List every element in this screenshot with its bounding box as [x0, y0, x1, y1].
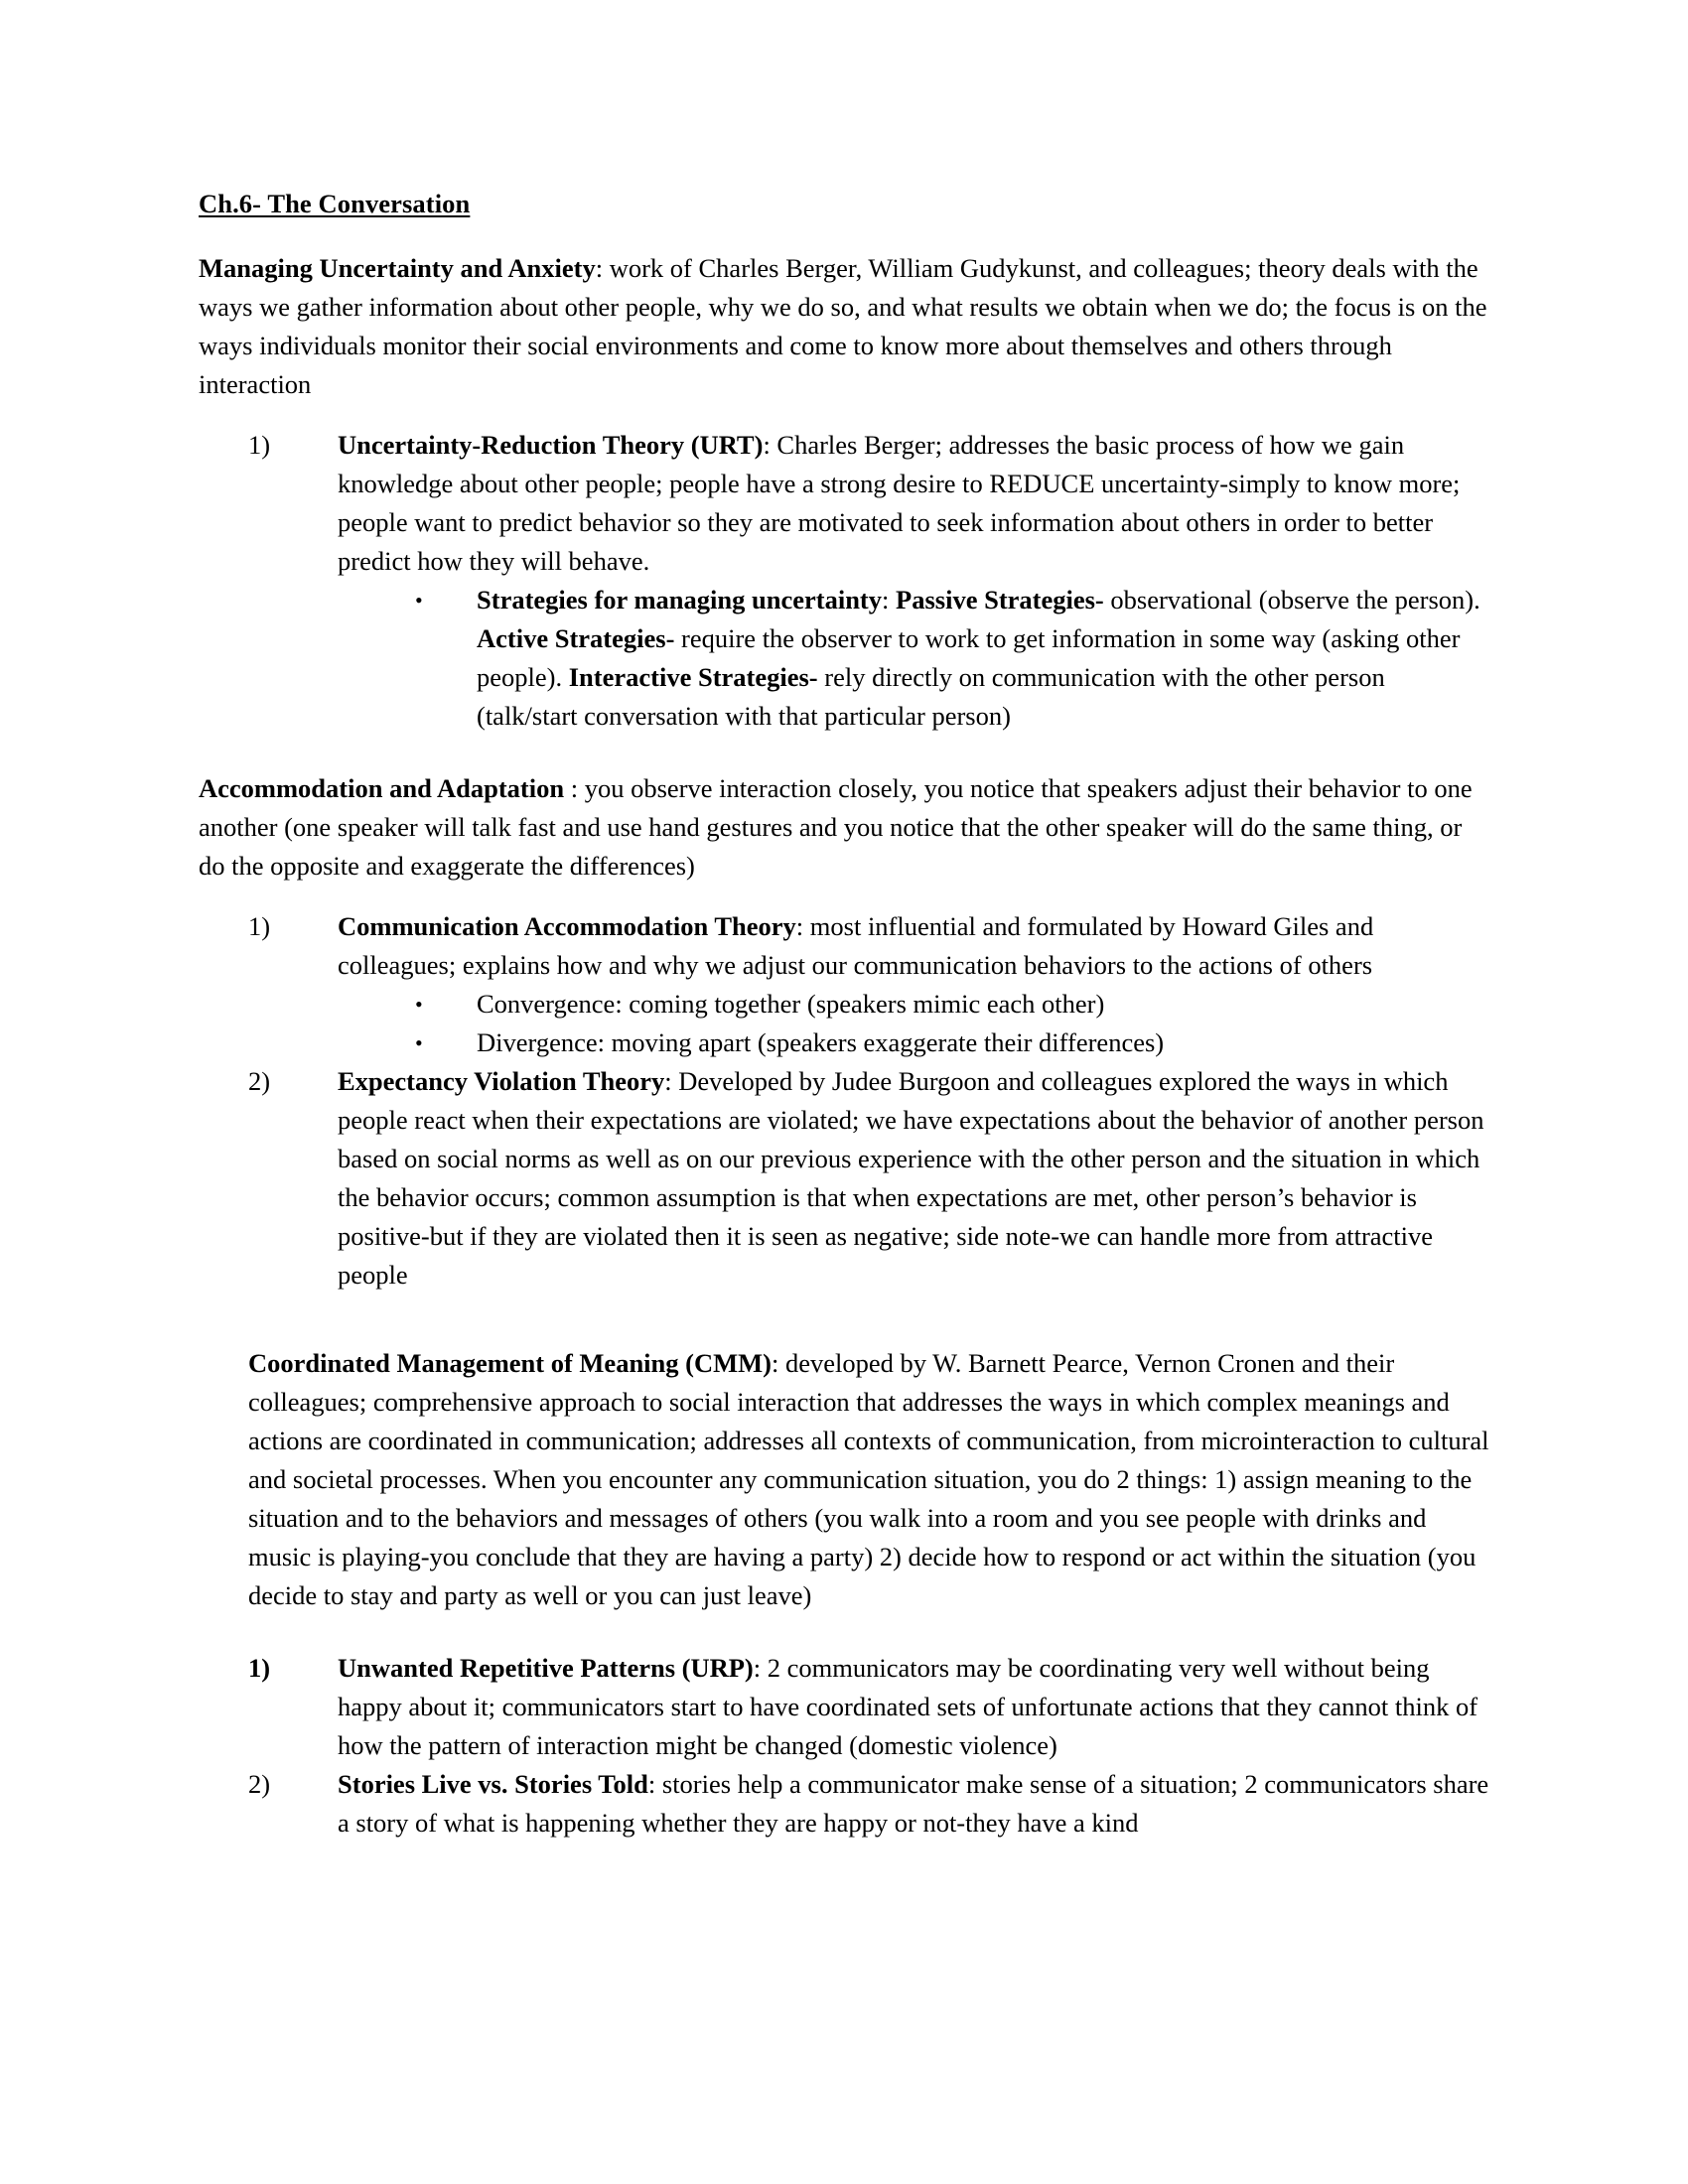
paragraph-managing-uncertainty [199, 249, 1489, 404]
sublist-strategies [338, 581, 1489, 736]
list-item [248, 1062, 1489, 1295]
sublist-convergence-divergence [338, 985, 1489, 1062]
heading-managing-uncertainty: Managing Uncertainty and Anxiety [199, 253, 596, 283]
bullet-icon: • [415, 1030, 423, 1055]
list-item-heading: Uncertainty-Reduction Theory (URT) [338, 430, 764, 460]
paragraph-cmm [248, 1344, 1489, 1615]
strategies-lead: Strategies for managing uncertainty [477, 585, 883, 614]
bullet-icon: • [415, 588, 423, 613]
strategies-sep: : [882, 585, 897, 614]
term-interactive-strategies: Interactive Strategies- [568, 662, 818, 692]
list-marker: 1) [248, 911, 271, 941]
sublist-text-divergence: Divergence: moving apart (speakers exaggerate their differences) [477, 1027, 1165, 1057]
list-cmm [199, 1649, 1489, 1843]
list-item-heading: Stories Live vs. Stories Told [338, 1769, 648, 1799]
list-item [248, 1649, 1489, 1765]
spacer [199, 1314, 1489, 1340]
list-item-heading: Communication Accommodation Theory [338, 911, 796, 941]
list-item-body: : most influential and formulated by Howard Giles and colleagues; explains how and why we adjust our communication behaviors to the actions of others [338, 911, 1374, 980]
spacer [199, 1635, 1489, 1649]
list-marker: 2) [248, 1066, 271, 1096]
paragraph-accommodation [199, 769, 1489, 886]
list-marker: 2) [248, 1769, 271, 1799]
body-managing-uncertainty: : work of Charles Berger, William Gudykunst, and colleagues; theory deals with the ways we gather information about other people, why we do so, and what results we obtain when we do; the focus is on the ways individuals monitor their social environments and come to know more about themselves and others through interaction [199, 253, 1487, 399]
text-active-strategies: require the observer to work to get information in some way (asking other people). [477, 623, 1461, 692]
list-accommodation [199, 907, 1489, 1295]
bullet-icon: • [415, 992, 423, 1017]
sublist-text-convergence: Convergence: coming together (speakers mimic each other) [477, 989, 1105, 1019]
list-marker: 1) [248, 430, 271, 460]
list-item [407, 1024, 1489, 1062]
list-marker: 1) [248, 1653, 271, 1683]
list-managing-uncertainty [199, 426, 1489, 736]
list-item [248, 426, 1489, 736]
list-item-body: : 2 communicators may be coordinating very well without being happy about it; communicators start to have coordinated sets of unfortunate actions that they cannot think of how the pattern of interaction might be changed (domestic violence) [338, 1653, 1478, 1760]
list-item-heading: Unwanted Repetitive Patterns (URP) [338, 1653, 754, 1683]
term-passive-strategies: Passive Strategies- [896, 585, 1104, 614]
list-item [407, 985, 1489, 1024]
page-title: Ch.6- The Conversation [199, 189, 471, 218]
body-accommodation: : you observe interaction closely, you notice that speakers adjust their behavior to one another (one speaker will talk fast and use hand gestures and you notice that the other speaker will do the same thing, or do the opposite and exaggerate the differences) [199, 773, 1473, 881]
body-cmm: : developed by W. Barnett Pearce, Vernon Cronen and their colleagues; comprehensive approach to social interaction that addresses the ways in which complex meanings and actions are coordinated in communication; addresses all contexts of communication, from microinteraction to cultural and societal processes. When you encounter any communication situation, you do 2 things: 1) assign meaning to the situation and to the behaviors and messages of others (you walk into a room and you see people with drinks and music is playing-you conclude that they are having a party) 2) decide how to respond or act within the situation (you decide to stay and party as well or you can just leave) [248, 1348, 1489, 1610]
list-item-body: : stories help a communicator make sense of a situation; 2 communicators share a story of what is happening whether they are happy or not-they have a kind [338, 1769, 1489, 1838]
list-item-heading: Expectancy Violation Theory [338, 1066, 665, 1096]
heading-accommodation: Accommodation and Adaptation [199, 773, 571, 803]
spacer [199, 755, 1489, 769]
term-active-strategies: Active Strategies- [477, 623, 675, 653]
list-item-body: : Developed by Judee Burgoon and colleagues explored the ways in which people react when their expectations are violated; we have expectations about the behavior of another person based on social norms as well as on our previous experience with the other person and the situation in which the behavior occurs; common assumption is that when expectations are met, other person’s behavior is positive-but if they are violated then it is seen as negative; side note-we can handle more from attractive people [338, 1066, 1484, 1290]
list-item [248, 1765, 1489, 1843]
list-item [248, 907, 1489, 1062]
list-item [407, 581, 1489, 736]
text-passive-strategies: observational (observe the person). [1103, 585, 1480, 614]
heading-cmm: Coordinated Management of Meaning (CMM) [248, 1348, 772, 1378]
text-interactive-strategies: rely directly on communication with the other person (talk/start conversation with that particular person) [477, 662, 1385, 731]
list-item-body: : Charles Berger; addresses the basic process of how we gain knowledge about other people; people have a strong desire to REDUCE uncertainty-simply to know more; people want to predict behavior so they are motivated to seek information about others in order to better predict how they will behave. [338, 430, 1461, 576]
